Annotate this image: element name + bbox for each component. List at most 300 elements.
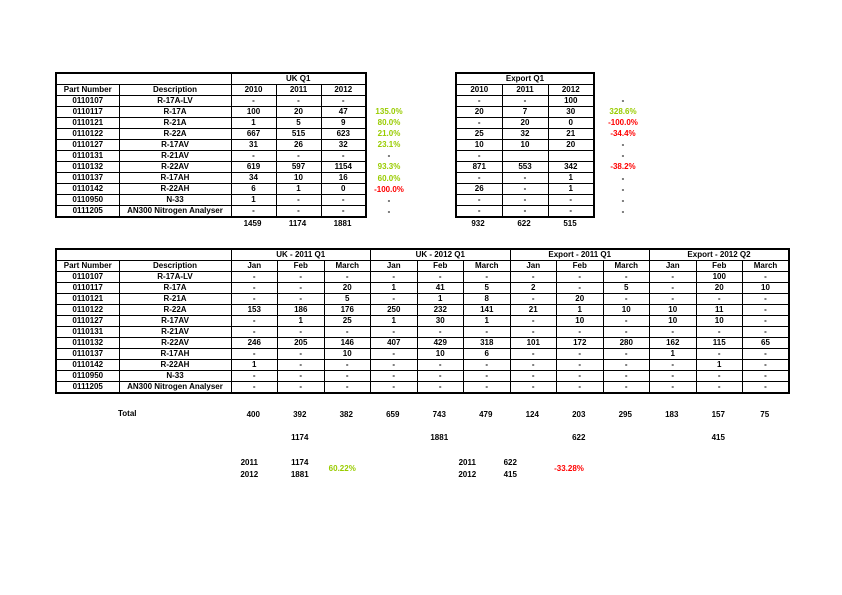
value-cell: 10 <box>557 316 604 327</box>
value-cell: 10 <box>650 305 697 316</box>
value-cell: - <box>371 327 418 338</box>
value-cell: - <box>464 272 511 283</box>
growth-pct: -34.4% <box>610 129 636 139</box>
value-cell: - <box>231 371 278 382</box>
year-total: 415 <box>503 470 517 479</box>
value-cell: 10 <box>417 349 464 360</box>
month-header: Jan <box>510 261 557 272</box>
value-cell: - <box>557 371 604 382</box>
value-cell: 30 <box>417 316 464 327</box>
table-row <box>56 360 789 371</box>
value-cell: - <box>510 294 557 305</box>
total-value: 295 <box>618 410 632 419</box>
value-cell: - <box>502 173 548 184</box>
growth-pct: -38.2% <box>610 162 636 172</box>
value-cell: - <box>231 283 278 294</box>
value-cell: 9 <box>321 118 366 129</box>
table-row <box>56 371 789 382</box>
value-cell: - <box>650 283 697 294</box>
table-row <box>56 118 366 129</box>
value-cell: - <box>321 96 366 107</box>
value-cell: 100 <box>548 96 594 107</box>
value-cell: - <box>321 151 366 162</box>
monthly-totals-row <box>230 409 788 420</box>
value-cell: - <box>278 349 325 360</box>
description-cell: N-33 <box>119 195 231 206</box>
description-cell: R-22AH <box>119 360 231 371</box>
value-cell: 21 <box>510 305 557 316</box>
total-value: 479 <box>479 410 493 419</box>
month-header: Jan <box>371 261 418 272</box>
subtotal-export-2011: 622 <box>572 433 586 442</box>
part-number-cell: 0110127 <box>56 140 119 151</box>
table-row <box>56 316 789 327</box>
value-cell: 1154 <box>321 162 366 173</box>
growth-pct: - <box>621 140 625 150</box>
value-cell: 21 <box>548 129 594 140</box>
value-cell: - <box>510 360 557 371</box>
value-cell: 30 <box>548 107 594 118</box>
value-cell: 553 <box>502 162 548 173</box>
table-row <box>456 107 594 118</box>
part-number-header: Part Number <box>56 85 119 96</box>
value-cell: - <box>278 327 325 338</box>
value-cell: 1 <box>650 349 697 360</box>
growth-pct: 328.6% <box>609 107 637 117</box>
month-header-row <box>56 261 789 272</box>
growth-pct: - <box>387 206 391 216</box>
value-cell: - <box>696 327 743 338</box>
value-cell: 115 <box>696 338 743 349</box>
description-cell: AN300 Nitrogen Analyser <box>119 206 231 218</box>
value-cell: 1 <box>464 316 511 327</box>
description-cell: R-22A <box>119 129 231 140</box>
description-cell: R-22AH <box>119 184 231 195</box>
year-header: 2010 <box>456 85 502 96</box>
value-cell: - <box>743 382 790 394</box>
value-cell: - <box>321 206 366 218</box>
growth-pct: - <box>621 195 625 205</box>
description-cell: R-17AH <box>119 173 231 184</box>
total-value: 1881 <box>333 219 352 228</box>
value-cell: - <box>548 195 594 206</box>
total-value: 124 <box>525 410 539 419</box>
value-cell: 20 <box>548 140 594 151</box>
value-cell: - <box>276 206 321 218</box>
year-label: 2011 <box>458 458 476 467</box>
growth-pct: -100.0% <box>608 118 638 128</box>
value-cell: 25 <box>456 129 502 140</box>
value-cell: - <box>417 272 464 283</box>
value-cell: - <box>278 272 325 283</box>
growth-pct: 80.0% <box>377 118 401 128</box>
value-cell: 1 <box>276 184 321 195</box>
part-number-cell: 0110132 <box>56 162 119 173</box>
value-cell: - <box>603 349 650 360</box>
value-cell: - <box>231 151 276 162</box>
value-cell: - <box>324 382 371 394</box>
table-row <box>56 151 366 162</box>
blank-header-cell <box>56 249 231 261</box>
value-cell: - <box>278 382 325 394</box>
value-cell <box>548 151 594 162</box>
growth-pct: 60.0% <box>377 173 401 183</box>
value-cell: - <box>464 360 511 371</box>
part-number-cell: 0111205 <box>56 206 119 218</box>
total-value: 75 <box>760 410 770 419</box>
subtotal-uk-2011: 1174 <box>291 433 309 442</box>
value-cell: 186 <box>278 305 325 316</box>
value-cell: 280 <box>603 338 650 349</box>
month-header: Feb <box>278 261 325 272</box>
description-cell: R-17A <box>119 107 231 118</box>
value-cell: 10 <box>650 316 697 327</box>
value-cell: - <box>456 96 502 107</box>
year-total: 1174 <box>291 458 309 467</box>
part-number-cell: 0110117 <box>56 283 119 294</box>
total-label: Total <box>118 409 137 418</box>
value-cell: - <box>650 327 697 338</box>
value-cell: - <box>324 327 371 338</box>
value-cell: 515 <box>276 129 321 140</box>
part-number-cell: 0110132 <box>56 338 119 349</box>
monthly-breakdown-table <box>55 248 790 394</box>
month-header: Feb <box>557 261 604 272</box>
value-cell: 32 <box>502 129 548 140</box>
value-cell: - <box>231 327 278 338</box>
value-cell: - <box>276 96 321 107</box>
value-cell: - <box>456 118 502 129</box>
value-cell: - <box>464 371 511 382</box>
description-cell: R-21A <box>119 118 231 129</box>
value-cell: 1 <box>371 316 418 327</box>
part-number-cell: 0110950 <box>56 371 119 382</box>
value-cell: 20 <box>696 283 743 294</box>
uk-totals-row <box>230 218 365 229</box>
value-cell: - <box>324 360 371 371</box>
month-header: Feb <box>417 261 464 272</box>
value-cell: - <box>502 96 548 107</box>
value-cell: - <box>231 96 276 107</box>
value-cell: - <box>557 382 604 394</box>
value-cell: - <box>743 294 790 305</box>
value-cell: - <box>417 382 464 394</box>
year-label: 2012 <box>240 470 259 479</box>
part-number-cell: 0110122 <box>56 305 119 316</box>
table-row <box>56 195 366 206</box>
growth-pct: 60.22% <box>328 464 356 473</box>
value-cell: 176 <box>324 305 371 316</box>
value-cell: 0 <box>548 118 594 129</box>
value-cell: - <box>696 349 743 360</box>
total-value: 157 <box>711 410 725 419</box>
month-header: Jan <box>231 261 278 272</box>
growth-pct <box>366 95 412 106</box>
value-cell: 10 <box>324 349 371 360</box>
value-cell: - <box>603 382 650 394</box>
month-header: March <box>464 261 511 272</box>
value-cell: 1 <box>417 294 464 305</box>
year-header: 2012 <box>321 85 366 96</box>
table-row <box>456 173 594 184</box>
value-cell: - <box>557 349 604 360</box>
description-cell: R-17A-LV <box>119 96 231 107</box>
table-row <box>56 162 366 173</box>
value-cell: 20 <box>276 107 321 118</box>
table-row <box>56 140 366 151</box>
value-cell: 5 <box>464 283 511 294</box>
table-row <box>456 206 594 218</box>
export-q1-group-header: Export Q1 <box>456 73 594 85</box>
growth-pct: 135.0% <box>375 107 403 117</box>
table-row <box>56 107 366 118</box>
table-row <box>56 305 789 316</box>
value-cell: 20 <box>456 107 502 118</box>
value-cell: - <box>371 349 418 360</box>
value-cell: 10 <box>603 305 650 316</box>
description-cell: R-17A-LV <box>119 272 231 283</box>
value-cell: 1 <box>548 173 594 184</box>
value-cell: - <box>557 283 604 294</box>
value-cell: 342 <box>548 162 594 173</box>
value-cell: 25 <box>324 316 371 327</box>
value-cell: - <box>278 294 325 305</box>
value-cell: - <box>324 371 371 382</box>
growth-pct: - <box>621 184 625 194</box>
table-row <box>56 327 789 338</box>
part-number-cell: 0110107 <box>56 96 119 107</box>
description-cell: R-22AV <box>119 162 231 173</box>
value-cell: 246 <box>231 338 278 349</box>
value-cell: 597 <box>276 162 321 173</box>
value-cell: - <box>371 382 418 394</box>
value-cell: 10 <box>696 316 743 327</box>
table-row <box>56 184 366 195</box>
table-row <box>56 96 366 107</box>
value-cell: - <box>603 360 650 371</box>
value-cell: 2 <box>510 283 557 294</box>
value-cell: 1 <box>231 118 276 129</box>
value-cell: 153 <box>231 305 278 316</box>
value-cell: 26 <box>276 140 321 151</box>
value-cell: 100 <box>231 107 276 118</box>
value-cell: 11 <box>696 305 743 316</box>
value-cell: 232 <box>417 305 464 316</box>
month-header: March <box>743 261 790 272</box>
part-number-cell: 0110121 <box>56 294 119 305</box>
table-row <box>456 96 594 107</box>
value-cell: 667 <box>231 129 276 140</box>
value-cell: 1 <box>696 360 743 371</box>
value-cell: - <box>557 272 604 283</box>
table-row <box>456 151 594 162</box>
value-cell: 318 <box>464 338 511 349</box>
description-cell: R-17AH <box>119 349 231 360</box>
value-cell: 10 <box>276 173 321 184</box>
month-header: March <box>324 261 371 272</box>
value-cell: 0 <box>321 184 366 195</box>
value-cell: 47 <box>321 107 366 118</box>
value-cell: 26 <box>456 184 502 195</box>
export-growth-column <box>598 95 648 217</box>
value-cell: 32 <box>321 140 366 151</box>
part-number-cell: 0110107 <box>56 272 119 283</box>
value-cell: - <box>743 272 790 283</box>
part-number-cell: 0110127 <box>56 316 119 327</box>
year-header: 2011 <box>276 85 321 96</box>
column-header-row <box>456 85 594 96</box>
value-cell: 1 <box>371 283 418 294</box>
value-cell: - <box>464 327 511 338</box>
value-cell: - <box>603 316 650 327</box>
value-cell: - <box>510 272 557 283</box>
value-cell: - <box>650 360 697 371</box>
total-value: 1174 <box>288 219 307 228</box>
year-total: 622 <box>503 458 517 467</box>
value-cell: - <box>231 349 278 360</box>
value-cell: - <box>456 195 502 206</box>
value-cell: 10 <box>456 140 502 151</box>
value-cell: 6 <box>464 349 511 360</box>
part-number-cell: 0111205 <box>56 382 119 394</box>
table-row <box>56 283 789 294</box>
part-number-cell: 0110142 <box>56 184 119 195</box>
group-header-row <box>56 73 366 85</box>
value-cell: - <box>502 195 548 206</box>
value-cell: - <box>417 360 464 371</box>
value-cell: - <box>557 327 604 338</box>
value-cell: - <box>696 371 743 382</box>
description-header: Description <box>119 261 231 272</box>
part-number-cell: 0110137 <box>56 349 119 360</box>
growth-pct: -33.28% <box>554 464 584 473</box>
value-cell: 5 <box>324 294 371 305</box>
subtotal-uk-2012: 1881 <box>430 433 449 442</box>
year-header: 2011 <box>502 85 548 96</box>
total-value: 400 <box>246 410 260 419</box>
value-cell: 5 <box>276 118 321 129</box>
value-cell: 871 <box>456 162 502 173</box>
description-cell: R-17AV <box>119 140 231 151</box>
value-cell: 5 <box>603 283 650 294</box>
growth-pct: 23.1% <box>377 140 401 150</box>
description-header: Description <box>119 85 231 96</box>
group-header-export-2012: Export - 2012 Q2 <box>650 249 790 261</box>
value-cell: 205 <box>278 338 325 349</box>
value-cell: - <box>743 349 790 360</box>
table-row <box>56 382 789 394</box>
description-cell: R-21A <box>119 294 231 305</box>
value-cell: - <box>371 272 418 283</box>
value-cell: - <box>696 382 743 394</box>
part-number-header: Part Number <box>56 261 119 272</box>
value-cell: - <box>548 206 594 218</box>
value-cell: - <box>743 360 790 371</box>
value-cell: 10 <box>502 140 548 151</box>
value-cell: - <box>231 272 278 283</box>
value-cell <box>502 151 548 162</box>
value-cell: - <box>417 327 464 338</box>
description-cell: R-21AV <box>119 327 231 338</box>
value-cell: - <box>502 184 548 195</box>
table-row <box>56 206 366 218</box>
growth-pct: - <box>621 206 625 216</box>
growth-pct: - <box>621 96 625 105</box>
part-number-cell: 0110131 <box>56 151 119 162</box>
group-header-row <box>456 73 594 85</box>
table-row <box>56 338 789 349</box>
value-cell: 162 <box>650 338 697 349</box>
value-cell: 65 <box>743 338 790 349</box>
table-row <box>456 140 594 151</box>
value-cell: 407 <box>371 338 418 349</box>
value-cell: 20 <box>324 283 371 294</box>
group-header-export-2011: Export - 2011 Q1 <box>510 249 650 261</box>
value-cell: 100 <box>696 272 743 283</box>
value-cell: 16 <box>321 173 366 184</box>
value-cell: - <box>278 283 325 294</box>
total-value: 183 <box>665 410 679 419</box>
month-header: Jan <box>650 261 697 272</box>
value-cell: 623 <box>321 129 366 140</box>
value-cell: 146 <box>324 338 371 349</box>
total-value: 622 <box>517 219 531 228</box>
value-cell: 1 <box>278 316 325 327</box>
value-cell: - <box>743 305 790 316</box>
total-value: 203 <box>572 410 586 419</box>
value-cell: 10 <box>743 283 790 294</box>
value-cell: - <box>276 151 321 162</box>
value-cell: - <box>650 382 697 394</box>
growth-pct: - <box>387 195 391 205</box>
value-cell: 101 <box>510 338 557 349</box>
growth-pct: 21.0% <box>377 129 401 139</box>
value-cell: - <box>743 327 790 338</box>
value-cell: 1 <box>557 305 604 316</box>
subtotal-export-2012: 415 <box>711 433 725 442</box>
value-cell: - <box>464 382 511 394</box>
value-cell: - <box>371 294 418 305</box>
part-number-cell: 0110122 <box>56 129 119 140</box>
value-cell: 250 <box>371 305 418 316</box>
value-cell: - <box>510 349 557 360</box>
value-cell: 1 <box>231 195 276 206</box>
table-row <box>56 173 366 184</box>
total-value: 932 <box>471 219 485 228</box>
value-cell: 41 <box>417 283 464 294</box>
value-cell: - <box>603 371 650 382</box>
table-row <box>56 129 366 140</box>
total-value: 743 <box>432 410 446 419</box>
total-value: 392 <box>293 410 307 419</box>
value-cell: - <box>231 294 278 305</box>
year-total: 1881 <box>290 470 309 479</box>
value-cell: 20 <box>557 294 604 305</box>
value-cell: - <box>557 360 604 371</box>
value-cell: - <box>510 371 557 382</box>
value-cell: - <box>696 294 743 305</box>
total-value: 659 <box>386 410 400 419</box>
part-number-cell: 0110121 <box>56 118 119 129</box>
part-number-cell: 0110950 <box>56 195 119 206</box>
value-cell: 34 <box>231 173 276 184</box>
total-value: 515 <box>563 219 577 228</box>
description-cell: N-33 <box>119 371 231 382</box>
value-cell: - <box>321 195 366 206</box>
year-label: 2012 <box>458 470 477 479</box>
value-cell: - <box>743 371 790 382</box>
value-cell: - <box>603 272 650 283</box>
